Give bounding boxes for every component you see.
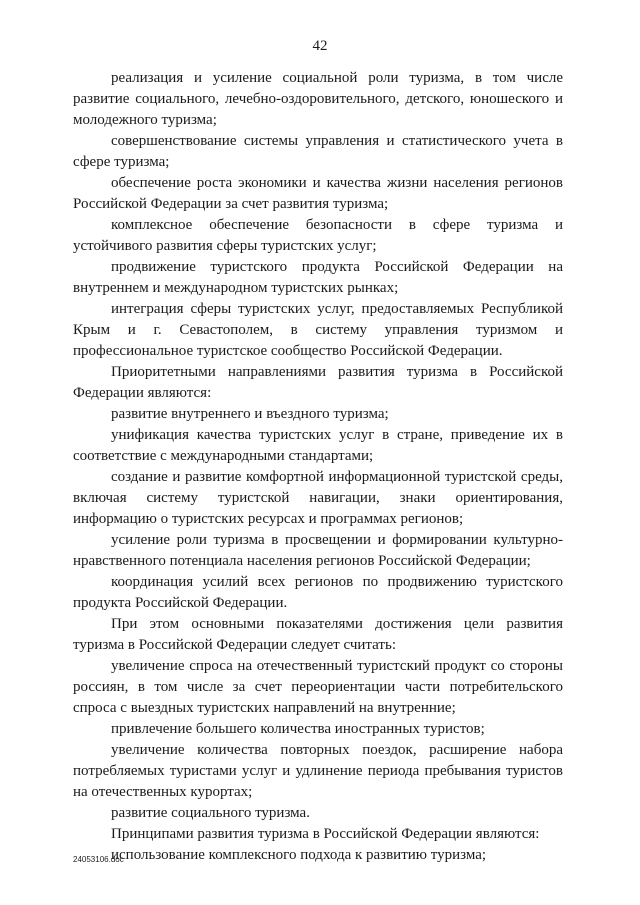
paragraph: развитие социального туризма. (111, 805, 310, 821)
paragraph: увеличение количества повторных поездок, расширение набора потребляемых туристами услуг и удлинение периода пребывания туристов на отечественных курортах; (73, 742, 563, 800)
paragraph: усиление роли туризма в просвещении и формировании культурно-нравственного потенциала населения регионов Российской Федерации; (73, 532, 563, 569)
paragraph: совершенствование системы управления и статистического учета в сфере туризма; (73, 133, 563, 170)
paragraph: При этом основными показателями достижения цели развития туризма в Российской Федерации следует считать: (73, 616, 563, 653)
paragraph: Принципами развития туризма в Российской Федерации являются: (111, 826, 540, 842)
paragraph: Приоритетными направлениями развития туризма в Российской Федерации являются: (73, 364, 563, 401)
paragraph: привлечение большего количества иностранных туристов; (111, 721, 485, 737)
paragraph: использование комплексного подхода к развитию туризма; (111, 847, 487, 863)
paragraph: обеспечение роста экономики и качества жизни населения регионов Российской Федерации за счет развития туризма; (73, 175, 563, 212)
paragraph: развитие внутреннего и въездного туризма; (111, 406, 389, 422)
paragraph: реализация и усиление социальной роли туризма, в том числе развитие социального, лечебно-оздоровительного, детского, юношеского и молодежного туризма; (73, 70, 563, 128)
paragraph: увеличение спроса на отечественный туристский продукт со стороны россиян, в том числе за счет переориентации части потребительского спроса с выездных туристских направлений на внутренние; (73, 658, 563, 716)
paragraph: интеграция сферы туристских услуг, предоставляемых Республикой Крым и г. Севастополем, в систему управления туризмом и профессиональное туристское сообщество Российской Федерации. (73, 301, 563, 359)
paragraph: создание и развитие комфортной информационной туристской среды, включая систему туристской навигации, знаки ориентирования, информацию о туристских ресурсах и программах регионов; (73, 469, 563, 527)
paragraph: координация усилий всех регионов по продвижению туристского продукта Российской Федерации. (73, 574, 563, 611)
paragraph: комплексное обеспечение безопасности в сфере туризма и устойчивого развития сферы туристских услуг; (73, 217, 563, 254)
document-body (73, 68, 563, 866)
document-filename: 24053106.doc (73, 855, 124, 864)
paragraph: продвижение туристского продукта Российской Федерации на внутреннем и международном туристских рынках; (73, 259, 563, 296)
page-number: 42 (312, 38, 328, 54)
paragraph: унификация качества туристских услуг в стране, приведение их в соответствие с международными стандартами; (73, 427, 563, 464)
